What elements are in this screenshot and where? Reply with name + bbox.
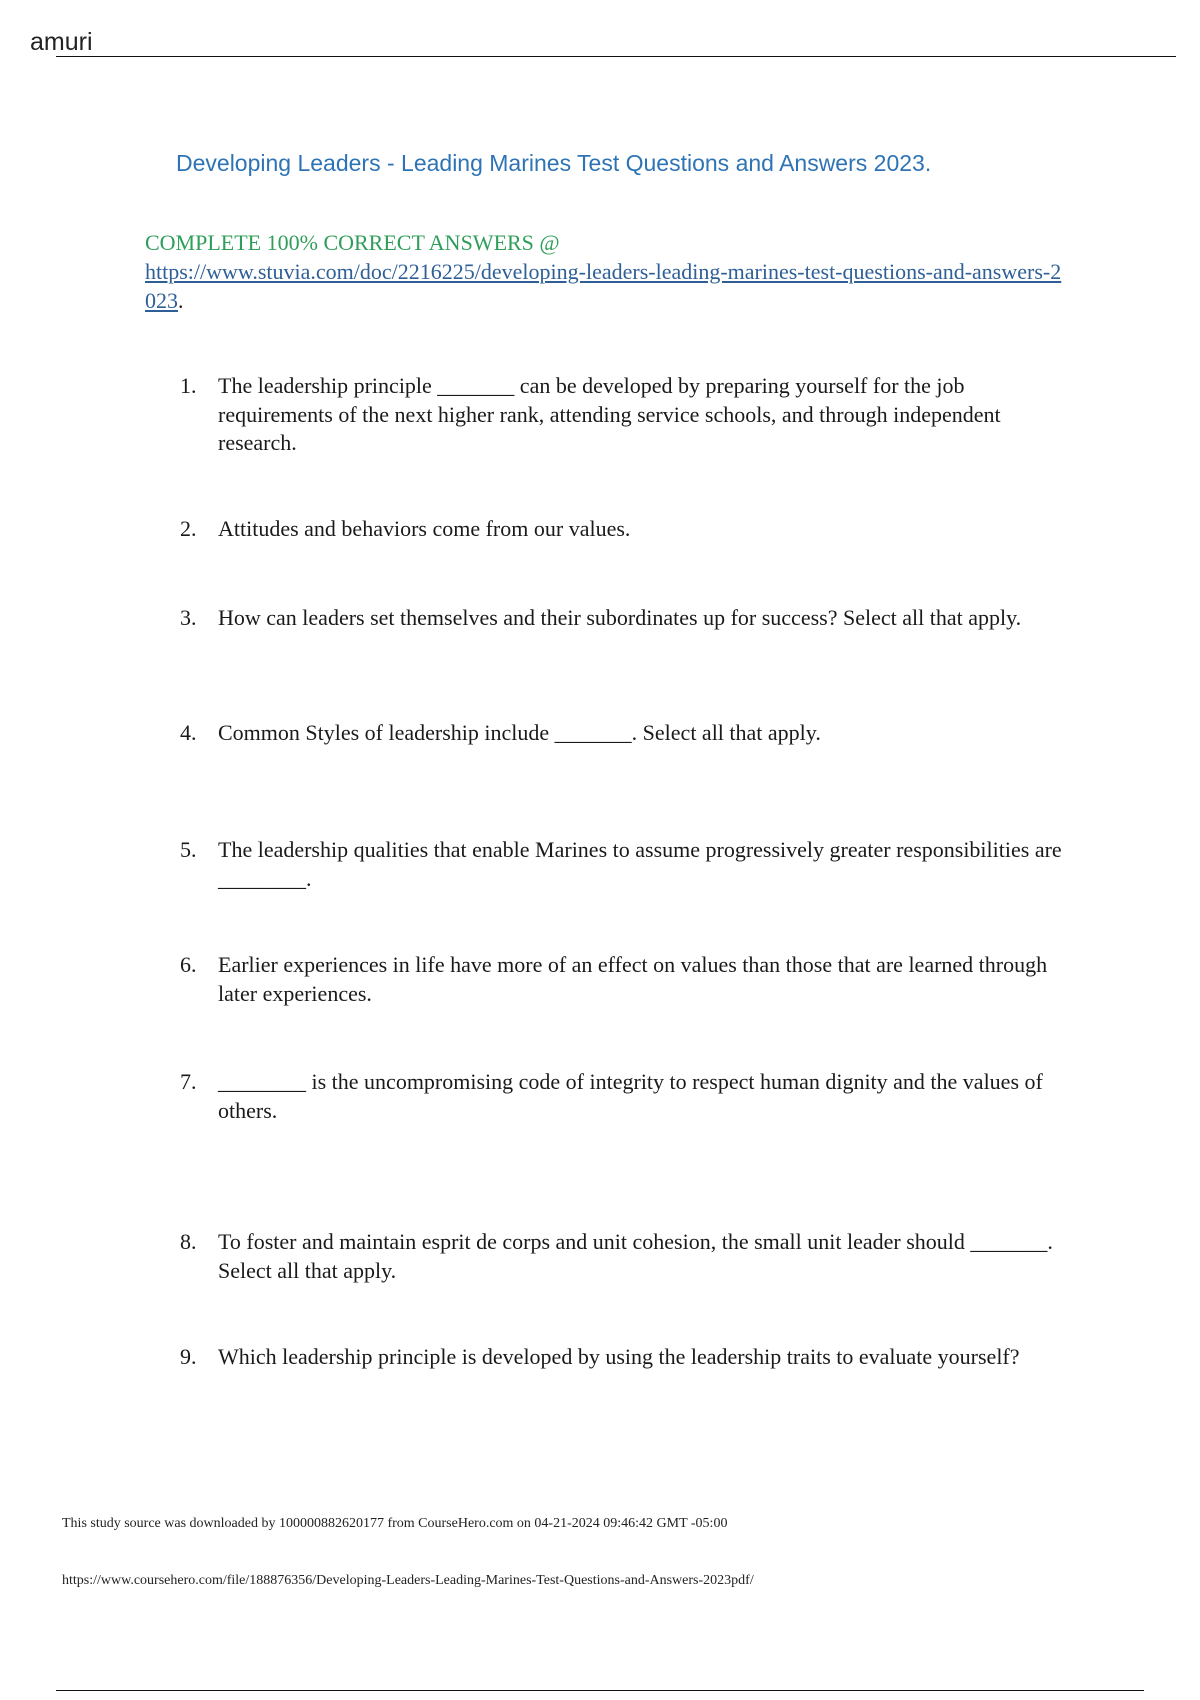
question-number: 9.: [180, 1344, 197, 1369]
question-item: [180, 719, 1080, 748]
question-text: The leadership qualities that enable Marines to assume progressively greater responsibilities are ________.: [218, 837, 1062, 891]
user-tag: amuri: [30, 28, 93, 56]
question-text: The leadership principle _______ can be developed by preparing yourself for the job requirements of the next higher rank, attending service schools, and through independent research.: [218, 373, 1001, 455]
question-item: [180, 604, 1080, 633]
answers-label: COMPLETE 100% CORRECT ANSWERS @: [145, 230, 560, 255]
question-text: ________ is the uncompromising code of integrity to respect human dignity and the values of others.: [218, 1069, 1043, 1123]
question-text: Earlier experiences in life have more of an effect on values than those that are learned through later experiences.: [218, 952, 1048, 1006]
question-text: How can leaders set themselves and their subordinates up for success? Select all that apply.: [218, 605, 1022, 630]
question-item: [180, 836, 1080, 893]
header-rule: [56, 56, 1176, 57]
question-text: To foster and maintain esprit de corps and unit cohesion, the small unit leader should _______. Select all that apply.: [218, 1229, 1053, 1283]
question-number: 2.: [180, 516, 197, 541]
question-item: [180, 372, 1080, 458]
question-number: 4.: [180, 720, 197, 745]
question-item: [180, 1228, 1080, 1285]
question-item: [180, 1343, 1080, 1372]
question-number: 1.: [180, 373, 197, 398]
answers-link-line: [145, 257, 1065, 315]
download-note: This study source was downloaded by 100000882620177 from CourseHero.com on 04-21-2024 09:46:42 GMT -05:00: [62, 1516, 728, 1531]
question-text: Which leadership principle is developed by using the leadership traits to evaluate yourself?: [218, 1344, 1020, 1369]
question-item: [180, 515, 1080, 544]
question-number: 3.: [180, 605, 197, 630]
footer-rule: [56, 1690, 1144, 1691]
document-title: Developing Leaders - Leading Marines Test Questions and Answers 2023.: [176, 150, 932, 176]
question-item: [180, 1068, 1080, 1125]
answers-link[interactable]: https://www.stuvia.com/doc/2216225/developing-leaders-leading-marines-test-questions-and-answers-2023: [145, 259, 1062, 313]
question-text: Common Styles of leadership include _______. Select all that apply.: [218, 720, 821, 745]
question-number: 6.: [180, 952, 197, 977]
question-number: 7.: [180, 1069, 197, 1094]
answers-link-period: .: [178, 288, 184, 313]
source-url: https://www.coursehero.com/file/188876356/Developing-Leaders-Leading-Marines-Test-Questions-and-Answers-2023pdf/: [62, 1573, 754, 1588]
question-text: Attitudes and behaviors come from our values.: [218, 516, 631, 541]
question-number: 8.: [180, 1229, 197, 1254]
question-item: [180, 951, 1080, 1008]
answers-block: [145, 228, 1065, 315]
question-number: 5.: [180, 837, 197, 862]
